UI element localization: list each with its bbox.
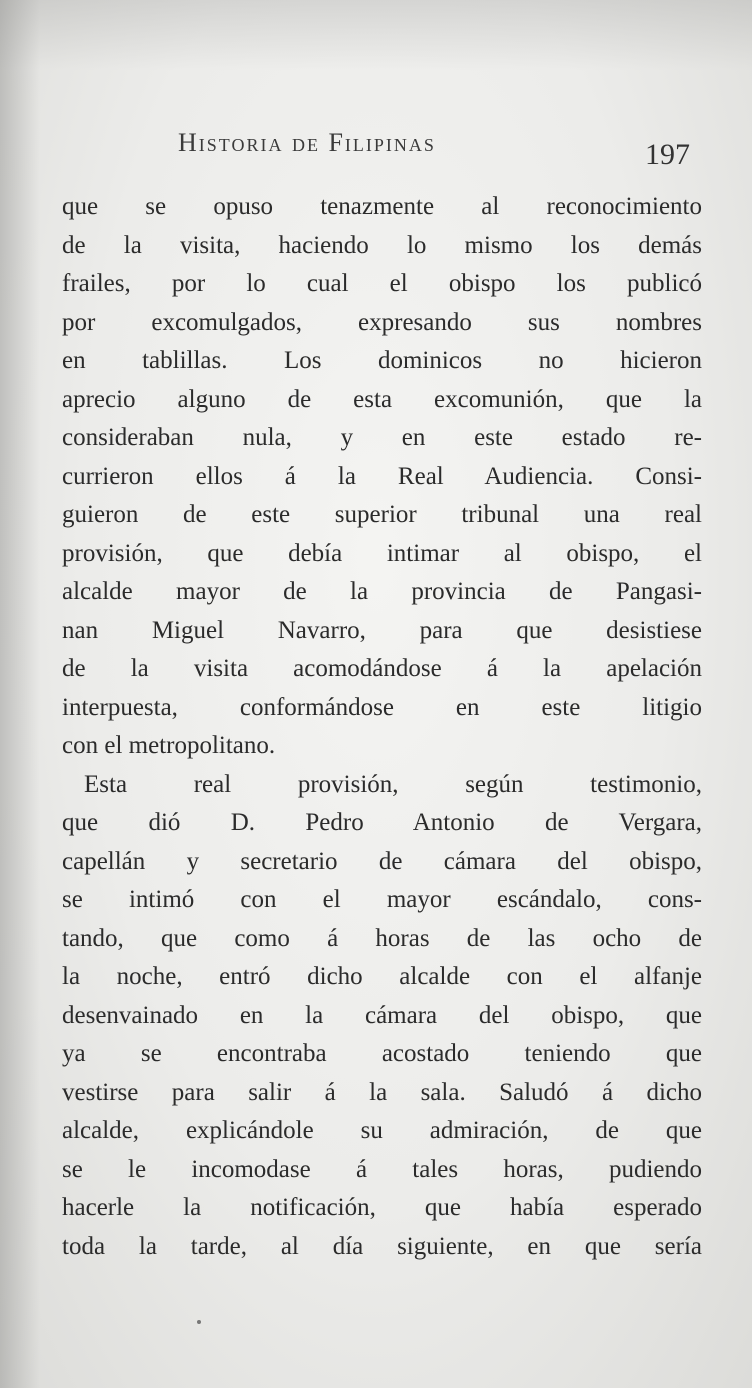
text-line: ya se encontraba acostado teniendo que [62,1040,702,1067]
text-line: currieron ellos á la Real Audiencia. Consi- [62,462,702,490]
text-line: por excomulgados, expresando sus nombres [62,308,702,336]
text-line: de la visita acomodándose á la apelación [62,655,702,682]
text-line: que se opuso tenazmente al reconocimiento [62,193,702,220]
text-line: desenvainado en la cámara del obispo, que [62,1001,702,1029]
text-line: aprecio alguno de esta excomunión, que la [62,385,702,413]
ink-speck [197,1320,201,1324]
text-line: provisión, que debía intimar al obispo, el [62,539,702,567]
running-title: Historia de Filipinas [178,128,436,157]
page-number: 197 [645,138,690,171]
text-line: tando, que como á horas de las ocho de [62,924,702,952]
text-line: de la visita, haciendo lo mismo los demás [62,231,702,259]
text-line: vestirse para salir á la sala. Saludó á dicho [62,1078,702,1106]
text-line: la noche, entró dicho alcalde con el alfanje [62,963,702,990]
text-line: toda la tarde, al día siguiente, en que sería [62,1232,702,1260]
text-line: nan Miguel Navarro, para que desistiese [62,616,702,644]
text-line: consideraban nula, y en este estado re- [62,424,702,451]
text-line: alcalde mayor de la provincia de Pangasi- [62,578,702,605]
text-line: en tablillas. Los dominicos no hicieron [62,347,702,374]
text-line: hacerle la notificación, que había esperado [62,1194,702,1221]
body-text [62,188,702,1266]
text-line: capellán y secretario de cámara del obispo, [62,847,702,875]
text-line: con el metropolitano. [62,732,276,759]
text-line: se intimó con el mayor escándalo, cons- [62,886,702,913]
text-line: Esta real provisión, según testimonio, [84,770,702,798]
text-line: interpuesta, conformándose en este litigio [62,693,702,721]
text-line: guieron de este superior tribunal una real [62,501,702,528]
text-line: que dió D. Pedro Antonio de Vergara, [62,809,702,836]
text-line: se le incomodase á tales horas, pudiendo [62,1155,702,1183]
text-line: frailes, por lo cual el obispo los publicó [62,270,702,297]
text-line: alcalde, explicándole su admiración, de que [62,1117,702,1144]
